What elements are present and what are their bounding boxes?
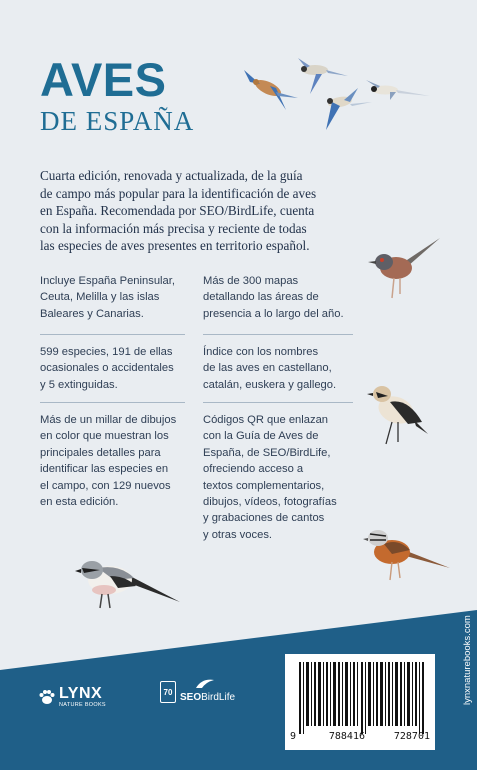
flying-bird-1 <box>244 70 298 110</box>
feature-right-3 <box>203 412 353 543</box>
isbn-group-2: 728701 <box>393 731 430 742</box>
feature-line: identificar las especies en <box>40 463 169 476</box>
intro-line: Cuarta edición, renovada y actualizada, de la guía <box>40 168 303 183</box>
divider <box>203 402 353 403</box>
shrike-illustration <box>74 546 184 616</box>
isbn-group-1: 788416 <box>328 731 365 742</box>
feature-line: y 5 extinguidas. <box>40 378 118 391</box>
lynx-logo <box>38 686 106 709</box>
feature-left-1 <box>40 273 190 322</box>
feature-line: textos complementarios, <box>203 479 325 492</box>
flying-bird-4 <box>366 80 430 100</box>
feature-line: y grabaciones de cantos <box>203 512 325 525</box>
divider <box>40 402 185 403</box>
book-subtitle: DE ESPAÑA <box>40 106 195 136</box>
divider <box>40 334 185 335</box>
flying-birds-illustration <box>240 58 440 138</box>
intro-line: en España. Recomendada por SEO/BirdLife, cuenta <box>40 203 315 219</box>
lynx-name: LYNX <box>59 685 103 702</box>
feature-line: catalán, euskera y gallego. <box>203 378 337 391</box>
feature-line: con la Guía de Aves de <box>203 430 319 443</box>
feature-left-2 <box>40 344 190 393</box>
isbn-number <box>290 731 430 742</box>
feature-line: 599 especies, 191 de ellas <box>40 346 173 358</box>
bunting-illustration <box>362 518 452 588</box>
intro-line: con la información más precisa y reciente de todas <box>40 220 307 236</box>
feature-line: Más de un millar de dibujos <box>40 414 177 426</box>
feature-line: presencia a lo largo del año. <box>203 307 344 320</box>
feature-line: Más de 300 mapas <box>203 275 299 287</box>
feature-line: ocasionales o accidentales <box>40 362 174 375</box>
intro-line: de campo más popular para la identificación de aves <box>40 185 317 201</box>
feature-line: Baleares y Canarias. <box>40 307 144 320</box>
book-title: AVES <box>40 53 167 106</box>
seo-anniversary-badge: 70 <box>160 681 176 703</box>
seo-thin: BirdLife <box>201 691 236 703</box>
feature-line: España, de SEO/BirdLife, <box>203 446 331 459</box>
seo-bold: SEO <box>180 691 202 703</box>
feature-line: en esta edición. <box>40 496 119 509</box>
feature-right-1 <box>203 273 353 322</box>
feature-line: dibujos, vídeos, fotografías <box>203 496 337 509</box>
feature-line: de las aves en castellano, <box>203 362 332 375</box>
seo-birdlife-logo-icon <box>194 678 216 690</box>
divider <box>203 334 353 335</box>
lynx-tagline: NATURE BOOKS <box>59 702 106 708</box>
feature-line: y otras voces. <box>203 528 273 541</box>
warbler-illustration <box>362 236 442 306</box>
feature-line: Ceuta, Melilla y las islas <box>40 291 160 304</box>
feature-line: en color que muestran los <box>40 430 169 443</box>
feature-line: Índice con los nombres <box>203 346 319 358</box>
feature-line: principales detalles para <box>40 446 161 459</box>
feature-right-2 <box>203 344 353 393</box>
intro-paragraph <box>40 167 358 255</box>
feature-left-3 <box>40 412 190 510</box>
feature-line: detallando las áreas de <box>203 291 319 304</box>
barcode-icon <box>299 662 429 730</box>
seo-birdlife-logo <box>160 681 235 703</box>
feature-line: Incluye España Peninsular, <box>40 275 175 287</box>
lynx-paw-icon <box>38 688 56 706</box>
feature-line: ofreciendo acceso a <box>203 463 304 476</box>
publisher-website: lynxnaturebooks.com <box>462 615 473 705</box>
intro-line: las especies de aves presentes en territorio español. <box>40 238 310 254</box>
feature-line: el campo, con 129 nuevos <box>40 479 171 492</box>
flying-bird-2 <box>298 58 348 94</box>
wheatear-illustration <box>364 372 434 452</box>
isbn-prefix: 9 <box>290 731 297 742</box>
flying-bird-3 <box>326 88 372 130</box>
feature-line: Códigos QR que enlazan <box>203 414 329 426</box>
